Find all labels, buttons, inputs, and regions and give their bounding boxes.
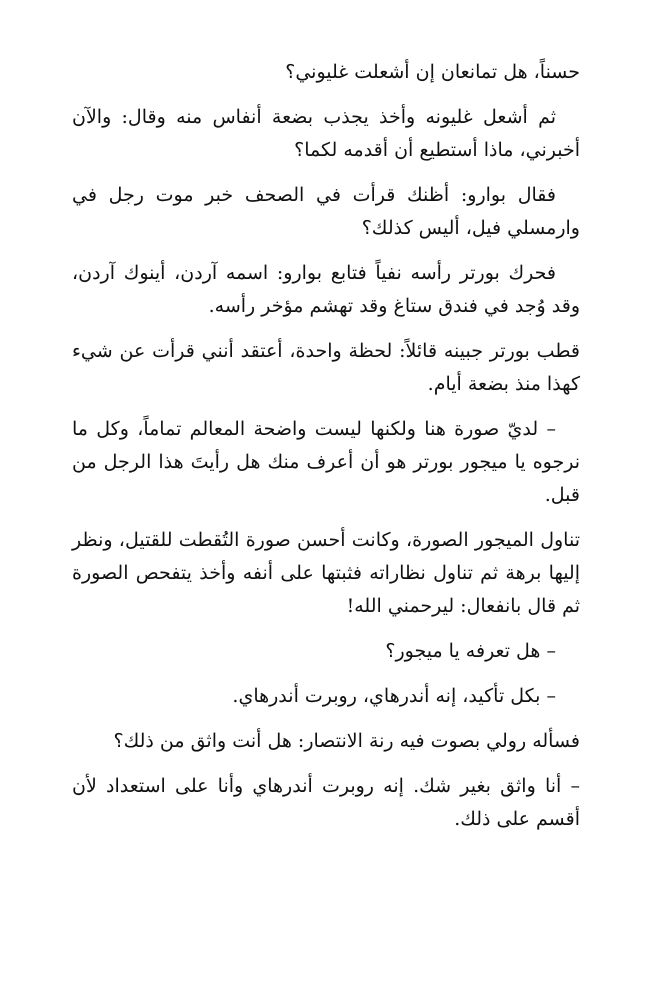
paragraph: – هل تعرفه يا ميجور؟ <box>385 640 556 662</box>
paragraph: تناول الميجور الصورة، وكانت أحسن صورة التُقطت للقتيل، ونظر إليها برهة ثم تناول نظاراته فثبتها على أنفه وأخذ يتفحص الصورة ثم قال بانفعال: ليرحمني الله! <box>72 529 580 617</box>
paragraph: ثم أشعل غليونه وأخذ يجذب بضعة أنفاس منه وقال: والآن أخبرني، ماذا أستطيع أن أقدمه لكما؟ <box>72 106 580 161</box>
paragraph: – لديّ صورة هنا ولكنها ليست واضحة المعالم تماماً، وكل ما نرجوه يا ميجور بورتر هو أن أعرف منك هل رأيتَ هذا الرجل من قبل. <box>72 418 580 506</box>
book-page <box>72 56 580 848</box>
paragraph: فقال بوارو: أظنك قرأت في الصحف خبر موت رجل في وارمسلي فيل، أليس كذلك؟ <box>72 184 580 239</box>
paragraph: قطب بورتر جبينه قائلاً: لحظة واحدة، أعتقد أنني قرأت عن شيء كهذا منذ بضعة أيام. <box>72 340 580 395</box>
paragraph: – أنا واثق بغير شك. إنه روبرت أندرهاي وأنا على استعداد لأن أقسم على ذلك. <box>72 775 580 830</box>
paragraph: حسناً، هل تمانعان إن أشعلت غليوني؟ <box>285 61 580 83</box>
paragraph: فسأله رولي بصوت فيه رنة الانتصار: هل أنت واثق من ذلك؟ <box>113 730 580 752</box>
paragraph: – بكل تأكيد، إنه أندرهاي، روبرت أندرهاي. <box>232 685 556 707</box>
paragraph: فحرك بورتر رأسه نفياً فتابع بوارو: اسمه آردن، أينوك آردن، وقد وُجد في فندق ستاغ وقد تهشم مؤخر رأسه. <box>72 262 580 317</box>
